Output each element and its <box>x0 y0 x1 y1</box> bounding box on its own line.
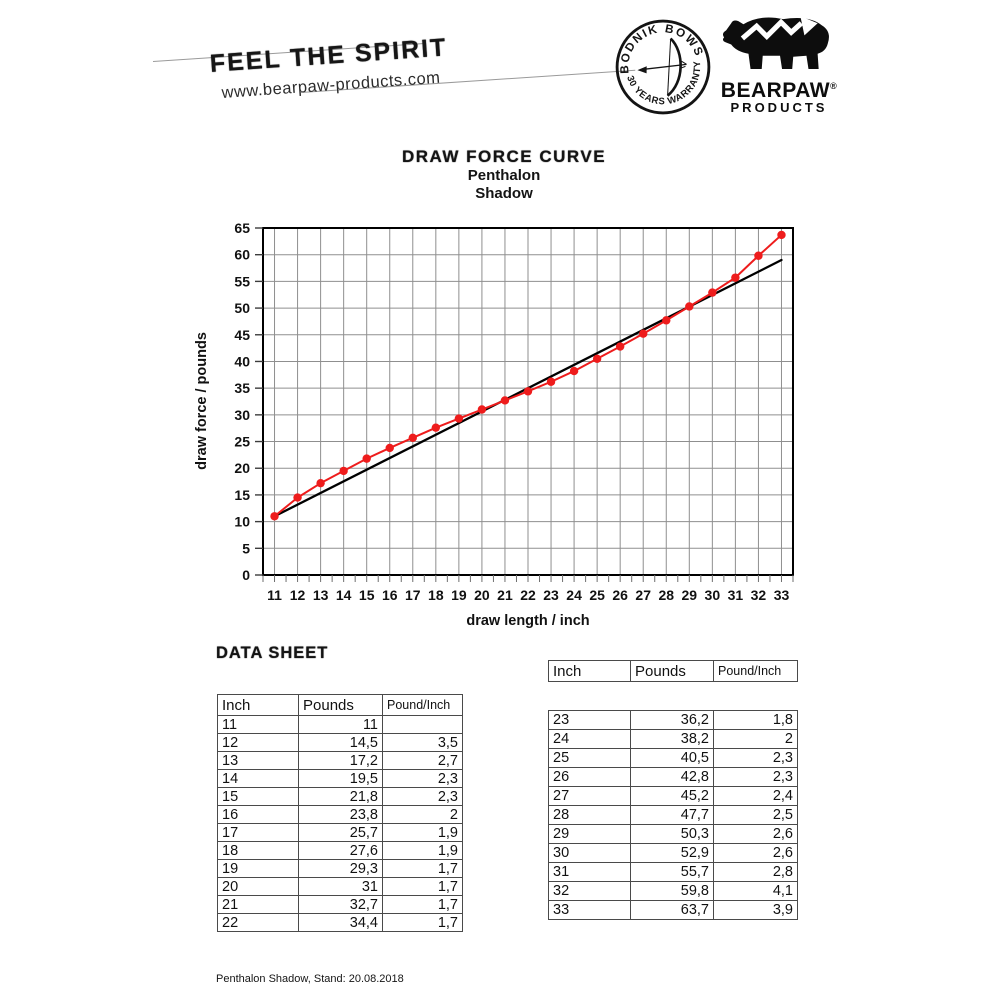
cell-inch: 23 <box>549 711 631 730</box>
data-point <box>547 378 555 386</box>
data-point <box>570 367 578 375</box>
cell-inch: 27 <box>549 787 631 806</box>
table-row <box>218 896 463 914</box>
table-row <box>549 749 798 768</box>
y-axis-title: draw force / pounds <box>194 332 210 470</box>
stamp-top-text: BODNIK BOWS <box>618 22 706 74</box>
data-point <box>501 396 509 404</box>
data-point <box>270 512 278 520</box>
x-tick-label: 28 <box>658 587 675 603</box>
x-tick-label: 32 <box>750 587 767 603</box>
x-tick-label: 12 <box>289 587 306 603</box>
cell-inch: 30 <box>549 844 631 863</box>
cell-pounds: 27,6 <box>299 842 383 860</box>
table-row <box>218 788 463 806</box>
cell-pound-per-inch: 1,8 <box>714 711 798 730</box>
table-row <box>218 770 463 788</box>
table-row <box>549 787 798 806</box>
cell-pound-per-inch: 1,7 <box>383 914 463 932</box>
cell-inch: 31 <box>549 863 631 882</box>
data-point <box>293 493 301 501</box>
data-point <box>777 231 785 239</box>
y-tick-label: 55 <box>234 273 250 290</box>
y-tick-label: 45 <box>234 326 250 343</box>
cell-inch: 21 <box>218 896 299 914</box>
cell-pound-per-inch: 2,8 <box>714 863 798 882</box>
x-tick-label: 22 <box>520 587 536 603</box>
x-tick-label: 18 <box>428 587 444 603</box>
x-tick-label: 29 <box>681 587 698 603</box>
cell-pound-per-inch: 2,3 <box>714 749 798 768</box>
bow-and-arrow-icon <box>637 38 687 96</box>
chart-tick-labels <box>234 220 789 603</box>
x-tick-label: 24 <box>566 587 582 603</box>
col-header-pound-per-inch: Pound/Inch <box>714 661 798 682</box>
x-tick-label: 17 <box>404 587 421 603</box>
table-body-left <box>218 716 463 932</box>
cell-inch: 20 <box>218 878 299 896</box>
table-row <box>549 882 798 901</box>
data-table-left <box>217 694 463 932</box>
cell-pounds: 34,4 <box>299 914 383 932</box>
y-tick-label: 50 <box>234 300 250 317</box>
cell-pound-per-inch: 1,7 <box>383 878 463 896</box>
y-tick-label: 20 <box>234 460 250 477</box>
x-tick-label: 27 <box>635 587 652 603</box>
data-point <box>754 252 762 260</box>
cell-pound-per-inch: 1,9 <box>383 842 463 860</box>
bear-icon <box>718 12 840 71</box>
cell-inch: 11 <box>218 716 299 734</box>
cell-pounds: 29,3 <box>299 860 383 878</box>
brand-subtitle: PRODUCTS <box>730 100 828 115</box>
table-row <box>549 901 798 920</box>
cell-pound-per-inch: 4,1 <box>714 882 798 901</box>
table-body-right <box>549 711 798 920</box>
footer-note: Penthalon Shadow, Stand: 20.08.2018 <box>216 973 404 985</box>
bodnik-bows-stamp <box>612 16 714 118</box>
data-point <box>639 330 647 338</box>
cell-inch: 24 <box>549 730 631 749</box>
data-point <box>685 302 693 310</box>
cell-pound-per-inch: 2,4 <box>714 787 798 806</box>
y-tick-label: 60 <box>234 246 250 263</box>
cell-pounds: 55,7 <box>631 863 714 882</box>
y-tick-label: 0 <box>242 567 250 583</box>
table-row <box>549 806 798 825</box>
cell-pounds: 36,2 <box>631 711 714 730</box>
cell-pounds: 42,8 <box>631 768 714 787</box>
x-tick-label: 15 <box>358 587 375 603</box>
cell-pound-per-inch: 2 <box>383 806 463 824</box>
cell-pound-per-inch: 2,3 <box>714 768 798 787</box>
data-point <box>409 434 417 442</box>
data-point <box>478 405 486 413</box>
x-tick-label: 33 <box>773 587 790 603</box>
cell-inch: 25 <box>549 749 631 768</box>
x-tick-label: 11 <box>267 587 282 603</box>
cell-inch: 17 <box>218 824 299 842</box>
cell-pound-per-inch: 2,5 <box>714 806 798 825</box>
data-point <box>362 454 370 462</box>
table-row <box>218 860 463 878</box>
y-tick-label: 25 <box>234 433 250 450</box>
data-point <box>316 479 324 487</box>
cell-inch: 15 <box>218 788 299 806</box>
cell-pounds: 59,8 <box>631 882 714 901</box>
table-row <box>218 878 463 896</box>
x-axis-title: draw length / inch <box>466 613 590 629</box>
table-row <box>218 824 463 842</box>
y-tick-label: 35 <box>234 380 250 397</box>
table-header-row <box>218 695 463 716</box>
y-tick-label: 5 <box>242 540 250 557</box>
data-point <box>524 387 532 395</box>
data-point <box>593 355 601 363</box>
data-point <box>616 342 624 350</box>
chart-subtitle-variant: Shadow <box>475 185 533 202</box>
cell-inch: 13 <box>218 752 299 770</box>
cell-pound-per-inch: 2 <box>714 730 798 749</box>
brand-website: www.bearpaw-products.com <box>221 68 441 102</box>
brand-name <box>716 76 842 101</box>
col-header-inch: Inch <box>218 695 299 716</box>
col-header-pounds: Pounds <box>631 661 714 682</box>
cell-pound-per-inch: 1,7 <box>383 896 463 914</box>
cell-pound-per-inch: 1,7 <box>383 860 463 878</box>
table-row <box>549 844 798 863</box>
table-row <box>218 842 463 860</box>
cell-inch: 19 <box>218 860 299 878</box>
x-tick-label: 31 <box>727 587 744 603</box>
page-title: DRAW FORCE CURVE <box>401 147 607 166</box>
cell-pounds: 31 <box>299 878 383 896</box>
data-sheet-heading: DATA SHEET <box>216 644 329 662</box>
title-block <box>352 147 656 203</box>
table-row <box>218 752 463 770</box>
table-row <box>549 730 798 749</box>
data-point <box>386 444 394 452</box>
cell-pounds: 45,2 <box>631 787 714 806</box>
registered-mark: ® <box>830 81 838 91</box>
data-point <box>432 423 440 431</box>
bearpaw-logo <box>716 12 842 114</box>
brand-name-text: BEARPAW <box>720 79 831 102</box>
table-row <box>218 734 463 752</box>
table-row <box>218 716 463 734</box>
x-tick-label: 16 <box>381 587 398 603</box>
cell-pound-per-inch: 2,7 <box>383 752 463 770</box>
cell-pounds: 19,5 <box>299 770 383 788</box>
chart-grid <box>263 228 793 575</box>
x-tick-label: 21 <box>497 587 513 603</box>
data-table-right <box>548 710 798 920</box>
cell-pound-per-inch <box>383 716 463 734</box>
table-row <box>549 768 798 787</box>
cell-pounds: 23,8 <box>299 806 383 824</box>
cell-pound-per-inch: 2,6 <box>714 825 798 844</box>
data-point <box>455 414 463 422</box>
cell-inch: 18 <box>218 842 299 860</box>
cell-pound-per-inch: 2,3 <box>383 770 463 788</box>
x-tick-label: 13 <box>312 587 329 603</box>
cell-pounds: 25,7 <box>299 824 383 842</box>
col-header-pound-per-inch: Pound/Inch <box>383 695 463 716</box>
cell-pound-per-inch: 2,3 <box>383 788 463 806</box>
cell-inch: 12 <box>218 734 299 752</box>
cell-inch: 16 <box>218 806 299 824</box>
cell-pounds: 63,7 <box>631 901 714 920</box>
cell-pound-per-inch: 1,9 <box>383 824 463 842</box>
data-point <box>708 288 716 296</box>
cell-inch: 22 <box>218 914 299 932</box>
y-tick-label: 10 <box>234 513 250 530</box>
cell-inch: 26 <box>549 768 631 787</box>
x-tick-label: 30 <box>704 587 721 603</box>
x-tick-label: 19 <box>451 587 467 603</box>
y-tick-label: 65 <box>234 220 250 236</box>
data-point <box>339 467 347 475</box>
data-point <box>731 273 739 281</box>
stamp-bottom-text: 30 YEARS WARRANTY <box>624 59 704 108</box>
cell-pounds: 40,5 <box>631 749 714 768</box>
col-header-inch: Inch <box>549 661 631 682</box>
cell-inch: 33 <box>549 901 631 920</box>
cell-inch: 32 <box>549 882 631 901</box>
cell-pound-per-inch: 3,9 <box>714 901 798 920</box>
table-row <box>549 711 798 730</box>
x-tick-label: 26 <box>612 587 628 603</box>
cell-pound-per-inch: 2,6 <box>714 844 798 863</box>
cell-pound-per-inch: 3,5 <box>383 734 463 752</box>
table-row <box>218 806 463 824</box>
x-tick-label: 14 <box>335 587 352 603</box>
table-row <box>218 914 463 932</box>
draw-force-chart <box>180 212 820 642</box>
cell-pounds: 38,2 <box>631 730 714 749</box>
cell-pounds: 32,7 <box>299 896 383 914</box>
cell-pounds: 14,5 <box>299 734 383 752</box>
cell-inch: 14 <box>218 770 299 788</box>
x-tick-label: 20 <box>474 587 490 603</box>
cell-inch: 29 <box>549 825 631 844</box>
y-tick-label: 30 <box>234 406 250 423</box>
brand-tagline: FEEL THE SPIRIT <box>209 33 449 78</box>
x-tick-label: 25 <box>589 587 605 603</box>
cell-pounds: 47,7 <box>631 806 714 825</box>
table-row <box>549 863 798 882</box>
x-tick-label: 23 <box>543 587 559 603</box>
cell-pounds: 50,3 <box>631 825 714 844</box>
cell-pounds: 21,8 <box>299 788 383 806</box>
col-header-pounds: Pounds <box>299 695 383 716</box>
cell-pounds: 17,2 <box>299 752 383 770</box>
data-point <box>662 316 670 324</box>
table-header-row <box>549 661 798 682</box>
cell-pounds: 52,9 <box>631 844 714 863</box>
cell-inch: 28 <box>549 806 631 825</box>
chart-subtitle-model: Penthalon <box>467 167 541 184</box>
y-tick-label: 15 <box>234 486 250 503</box>
y-tick-label: 40 <box>234 353 250 370</box>
table-row <box>549 825 798 844</box>
cell-pounds: 11 <box>299 716 383 734</box>
data-table-right-header <box>548 660 798 682</box>
